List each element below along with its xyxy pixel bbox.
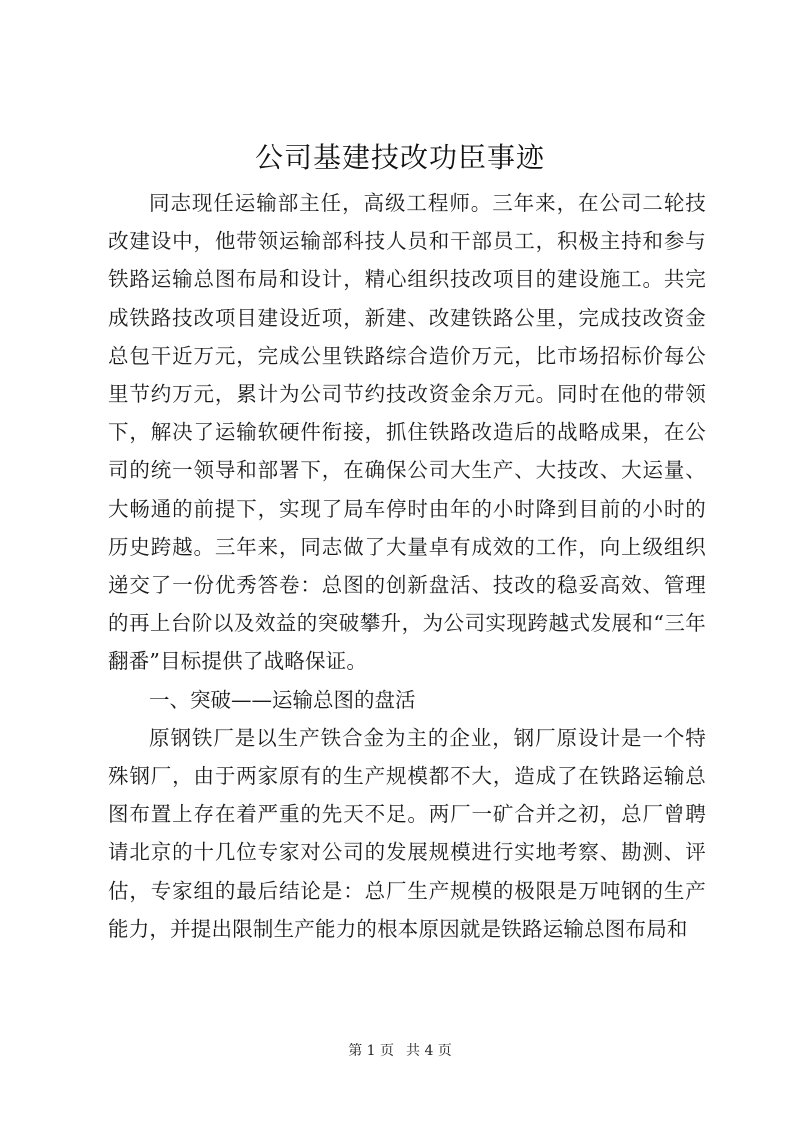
section-paragraph: 原钢铁厂是以生产铁合金为主的企业，钢厂原设计是一个特殊钢厂，由于两家原有的生产规模都不大，造成了在铁路运输总图布置上存在着严重的先天不足。两厂一矿合并之初，总厂曾聘请北京的十几位专家对公司的发展规模进行实地考察、勘测、评估，专家组的最后结论是：总厂生产规模的极限是万吨钢的生产能力，并提出限制生产能力的根本原因就是铁路运输总图布局和 [108,725,706,941]
section-heading: 一、突破——运输总图的盘活 [149,687,416,712]
document-body [108,184,706,948]
body-paragraph-intro: 同志现任运输部主任，高级工程师。三年来，在公司二轮技改建设中，他带领运输部科技人员和干部员工，积极主持和参与铁路运输总图布局和设计，精心组织技改项目的建设施工。共完成铁路技改项目建设近项，新建、改建铁路公里，完成技改资金总包干近万元，完成公里铁路综合造价万元，比市场招标价每公里节约万元，累计为公司节约技改资金余万元。同时在他的带领下，解决了运输软硬件衔接，抓住铁路改造后的战略成果，在公司的统一领导和部署下，在确保公司大生产、大技改、大运量、大畅通的前提下，实现了局车停时由年的小时降到目前的小时的历史跨越。三年来，同志做了大量卓有成效的工作，向上级组织递交了一份优秀答卷：总图的创新盘活、技改的稳妥高效、管理的再上台阶以及效益的突破攀升，为公司实现跨越式发展和“三年翻番”目标提供了战略保证。 [108,191,706,674]
page-total: 共 4 页 [406,1043,452,1059]
page-number: 第 1 页 [348,1043,394,1059]
document-title: 公司基建技改功臣事迹 [254,141,545,174]
page-footer [0,1041,800,1061]
